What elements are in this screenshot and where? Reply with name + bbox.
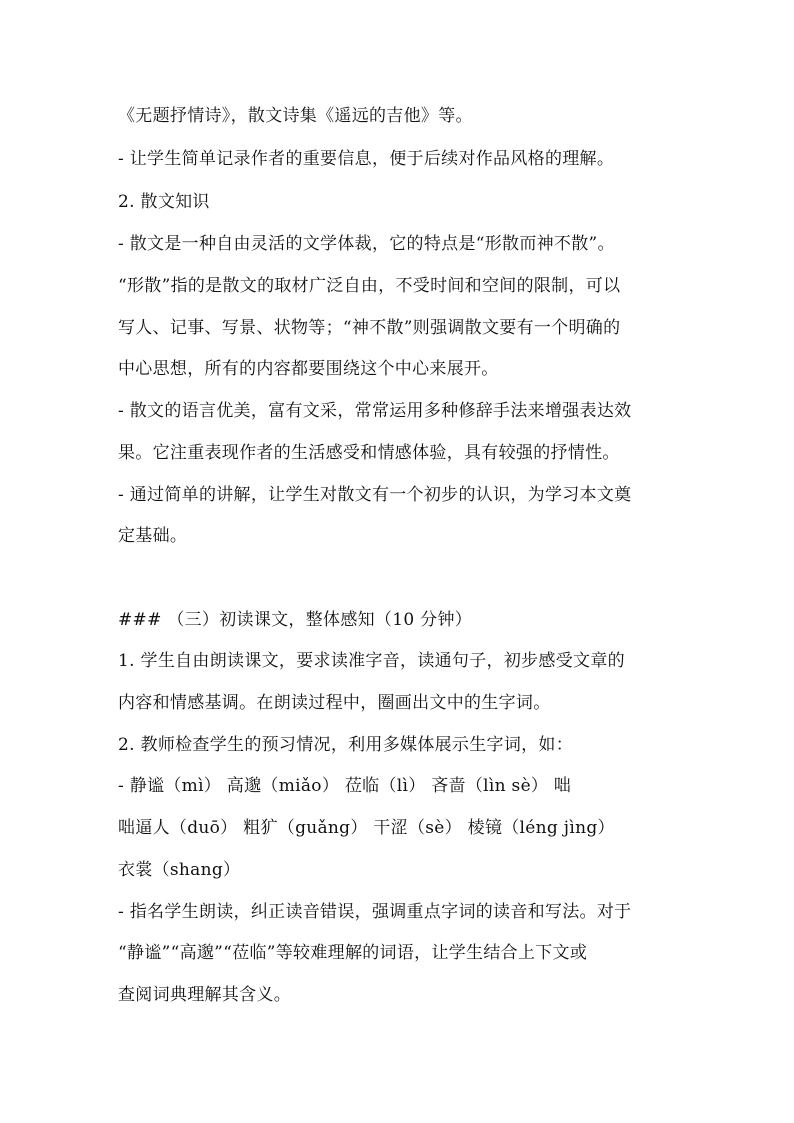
section-heading: 2. 散文知识	[118, 192, 210, 212]
text-line: 写人、记事、写景、状物等；“神不散”则强调散文要有一个明确的	[118, 318, 621, 338]
text-line: 1. 学生自由朗读课文，要求读准字音，读通句子，初步感受文章的	[118, 651, 625, 671]
text-line: 内容和情感基调。在朗读过程中，圈画出文中的生字词。	[118, 693, 551, 713]
section-heading: ### （三）初读课文，整体感知（10 分钟）	[118, 610, 473, 630]
text-line: 定基础。	[118, 526, 188, 546]
text-line: “形散”指的是散文的取材广泛自由，不受时间和空间的限制，可以	[118, 276, 621, 296]
text-line: - 指名学生朗读，纠正读音错误，强调重点字词的读音和写法。对于	[118, 902, 632, 922]
vocab-line: 衣裳（shang）	[118, 860, 241, 880]
text-line: 果。它注重表现作者的生活感受和情感体验，具有较强的抒情性。	[118, 443, 620, 463]
text-line: - 通过简单的讲解，让学生对散文有一个初步的认识，为学习本文奠	[118, 485, 632, 505]
text-line: - 让学生简单记录作者的重要信息，便于后续对作品风格的理解。	[118, 149, 615, 169]
text-line: “静谧”“高邈”“莅临”等较难理解的词语，让学生结合上下文或	[118, 943, 588, 963]
text-line: 中心思想，所有的内容都要围绕这个中心来展开。	[118, 359, 499, 379]
vocab-line: 咄逼人（duō） 粗犷（guǎng） 干涩（sè） 棱镜（léng jìng）	[118, 818, 615, 838]
text-line: 查阅词典理解其含义。	[118, 985, 291, 1005]
text-line: 《无题抒情诗》，散文诗集《遥远的吉他》等。	[118, 106, 473, 126]
vocab-line: - 静谧（mì） 高邈（miǎo） 莅临（lì） 吝啬（lìn sè） 咄	[118, 776, 572, 796]
text-line: - 散文的语言优美，富有文采，常常运用多种修辞手法来增强表达效	[118, 401, 632, 421]
text-line: - 散文是一种自由灵活的文学体裁，它的特点是“形散而神不散”。	[118, 234, 615, 254]
text-line: 2. 教师检查学生的预习情况，利用多媒体展示生字词，如：	[118, 735, 574, 755]
